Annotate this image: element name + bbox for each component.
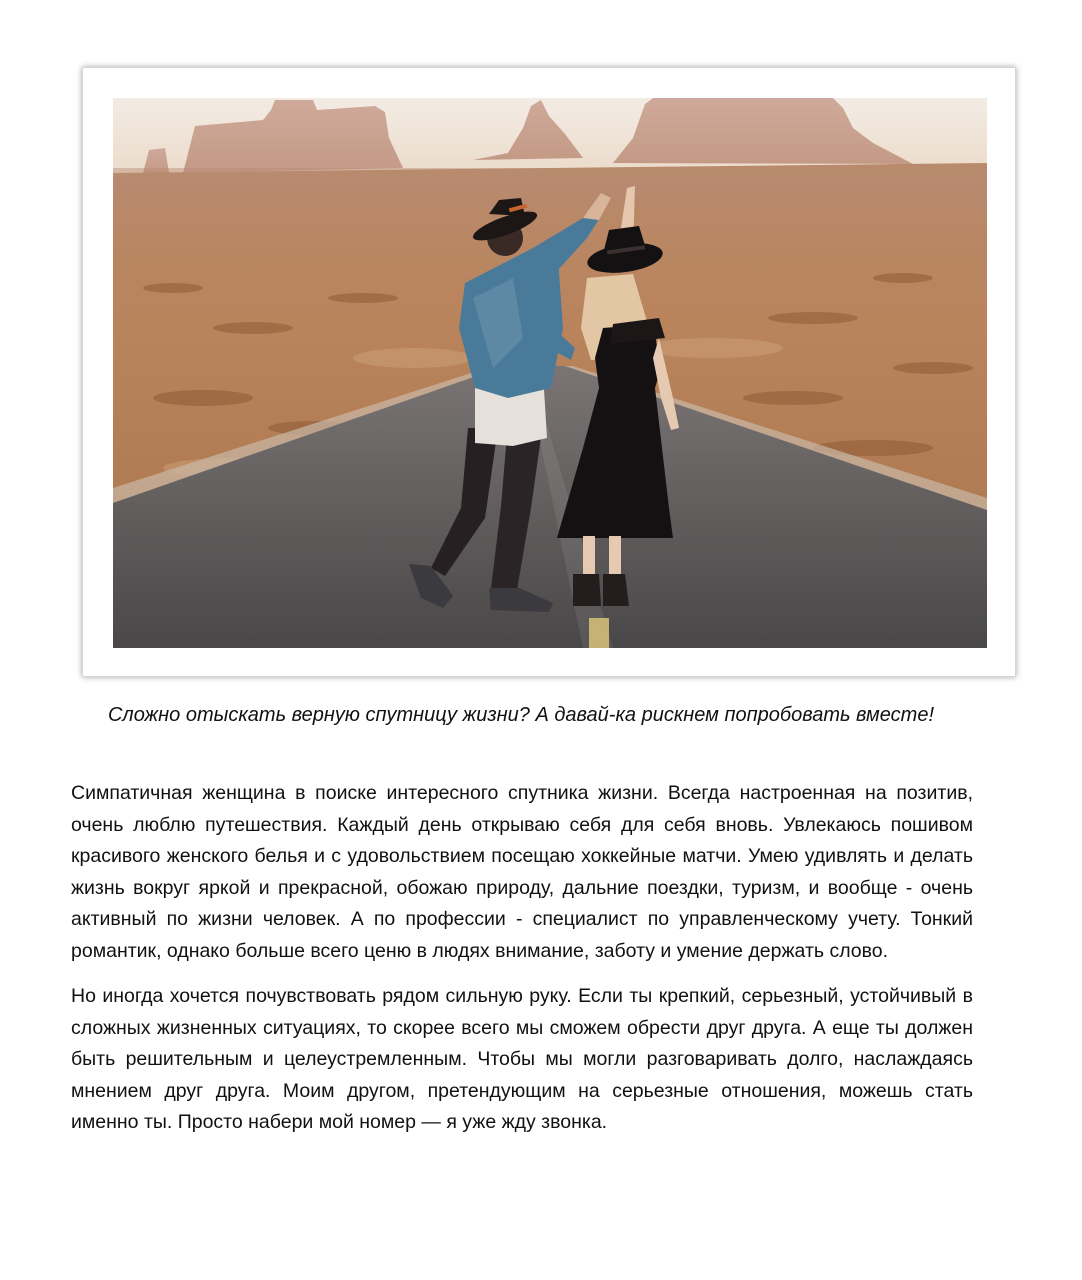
photo-frame: [82, 67, 1016, 677]
paragraph-wish: Но иногда хочется почувствовать рядом сильную руку. Если ты крепкий, серьезный, устойчивый в сложных жизненных ситуациях, то скорее всего мы сможем обрести друг друга. А еще ты должен быть решительным и целеустремленным. Чтобы мы могли разговаривать долго, наслаждаясь мнением друг друга. Моим другом, претендующим на серьезные отношения, можешь стать именно ты. Просто набери мой номер — я уже жду звонка.: [71, 985, 973, 1133]
photo-caption: Сложно отыскать верную спутницу жизни? А давай-ка рискнем попробовать вместе!: [107, 704, 935, 726]
profile-description: [71, 778, 973, 1153]
couple-dancing-photo: [113, 98, 987, 648]
paragraph-intro: Симпатичная женщина в поиске интересного спутника жизни. Всегда настроенная на позитив, очень люблю путешествия. Каждый день открываю себя для себя вновь. Увлекаюсь пошивом красивого женского белья и с удовольствием посещаю хоккейные матчи. Умею удивлять и делать жизнь вокруг яркой и прекрасной, обожаю природу, дальние поездки, туризм, и вообще - очень активный по жизни человек. А по профессии - специалист по управленческому учету. Тонкий романтик, однако больше всего ценю в людях внимание, заботу и умение держать слово.: [71, 782, 973, 962]
